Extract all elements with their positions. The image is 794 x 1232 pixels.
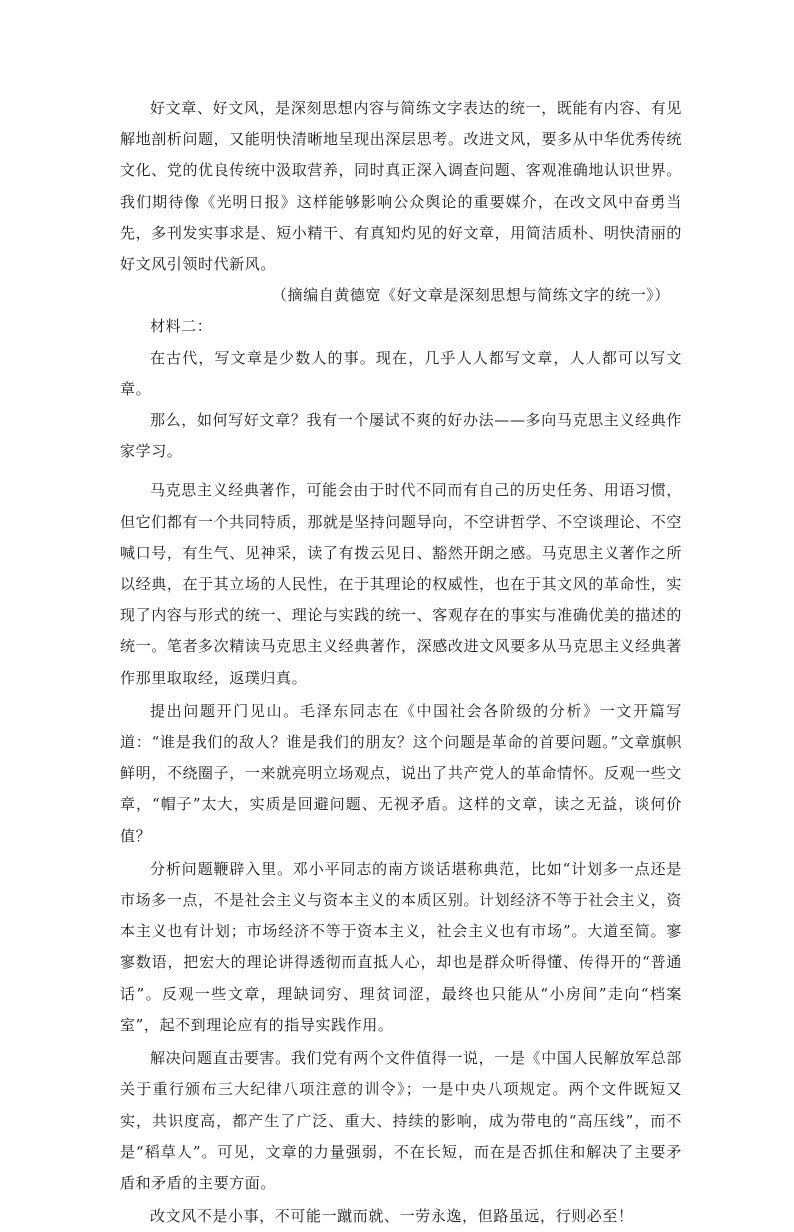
body-paragraph: 在古代，写文章是少数人的事。现在，几乎人人都写文章，人人都可以写文章。: [120, 348, 682, 398]
closing-paragraph: 改文风不是小事，不可能一蹴而就、一劳永逸，但路虽远，行则必至！: [150, 1207, 634, 1226]
body-paragraph: 分析问题鞭辟入里。邓小平同志的南方谈话堪称典范，比如“计划多一点还是市场多一点，不是社会主义与资本主义的本质区别。计划经济不等于社会主义，资本主义也有计划；市场经济不等于资本主义，社会主义也有市场”。大道至简。寥寥数语，把宏大的理论讲得透彻而直抵人心，却也是群众听得懂、传得开的“普通话”。反观一些文章，理缺词穷、理贫词涩，最终也只能从“小房间”走向“档案室”，起不到理论应有的指导实践作用。: [120, 859, 682, 1034]
body-paragraph: 提出问题开门见山。毛泽东同志在《中国社会各阶级的分析》一文开篇写道：“谁是我们的敌人？谁是我们的朋友？这个问题是革命的首要问题。”文章旗帜鲜明，不绕圈子，一来就亮明立场观点，说出了共产党人的革命情怀。反观一些文章，“帽子”太大，实质是回避问题、无视矛盾。这样的文章，读之无益，谈何价值？: [120, 701, 682, 845]
source-citation: （摘编自黄德宽《好文章是深刻思想与简练文字的统一》）: [271, 286, 670, 305]
body-paragraph: 那么，如何写好文章？我有一个屡试不爽的好办法——多向马克思主义经典作家学习。: [120, 411, 682, 461]
body-paragraph: 解决问题直击要害。我们党有两个文件值得一说，一是《中国人民解放军总部关于重行颁布三大纪律八项注意的训令》；一是中央八项规定。两个文件既短又实，共识度高，都产生了广泛、重大、持续的影响，成为带电的“高压线”，而不是“稻草人”。可见，文章的力量强弱，不在长短，而在是否抓住和解决了主要矛盾和矛盾的主要方面。: [120, 1049, 682, 1192]
material-label: 材料二：: [150, 317, 213, 336]
intro-paragraph: 好文章、好文风，是深刻思想内容与简练文字表达的统一，既能有内容、有见解地剖析问题，又能明快清晰地呈现出深层思考。改进文风，要多从中华优秀传统文化、党的优良传统中汲取营养，同时真正深入调查问题、客观准确地认识世界。我们期待像《光明日报》这样能够影响公众舆论的重要媒介，在改文风中奋勇当先，多刊发实事求是、短小精干、有真知灼见的好文章，用简洁质朴、明快清丽的好文风引领时代新风。: [120, 99, 682, 274]
document-page: [120, 93, 682, 1232]
body-paragraph: 马克思主义经典著作，可能会由于时代不同而有自己的历史任务、用语习惯，但它们都有一个共同特质，那就是坚持问题导向，不空讲哲学、不空谈理论、不空喊口号，有生气、见神采，读了有拨云见日、豁然开朗之感。马克思主义著作之所以经典，在于其立场的人民性，在于其理论的权威性，也在于其文风的革命性，实现了内容与形式的统一、理论与实践的统一、客观存在的事实与准确优美的描述的统一。笔者多次精读马克思主义经典著作，深感改进文风要多从马克思主义经典著作那里取取经，返璞归真。: [120, 481, 682, 687]
